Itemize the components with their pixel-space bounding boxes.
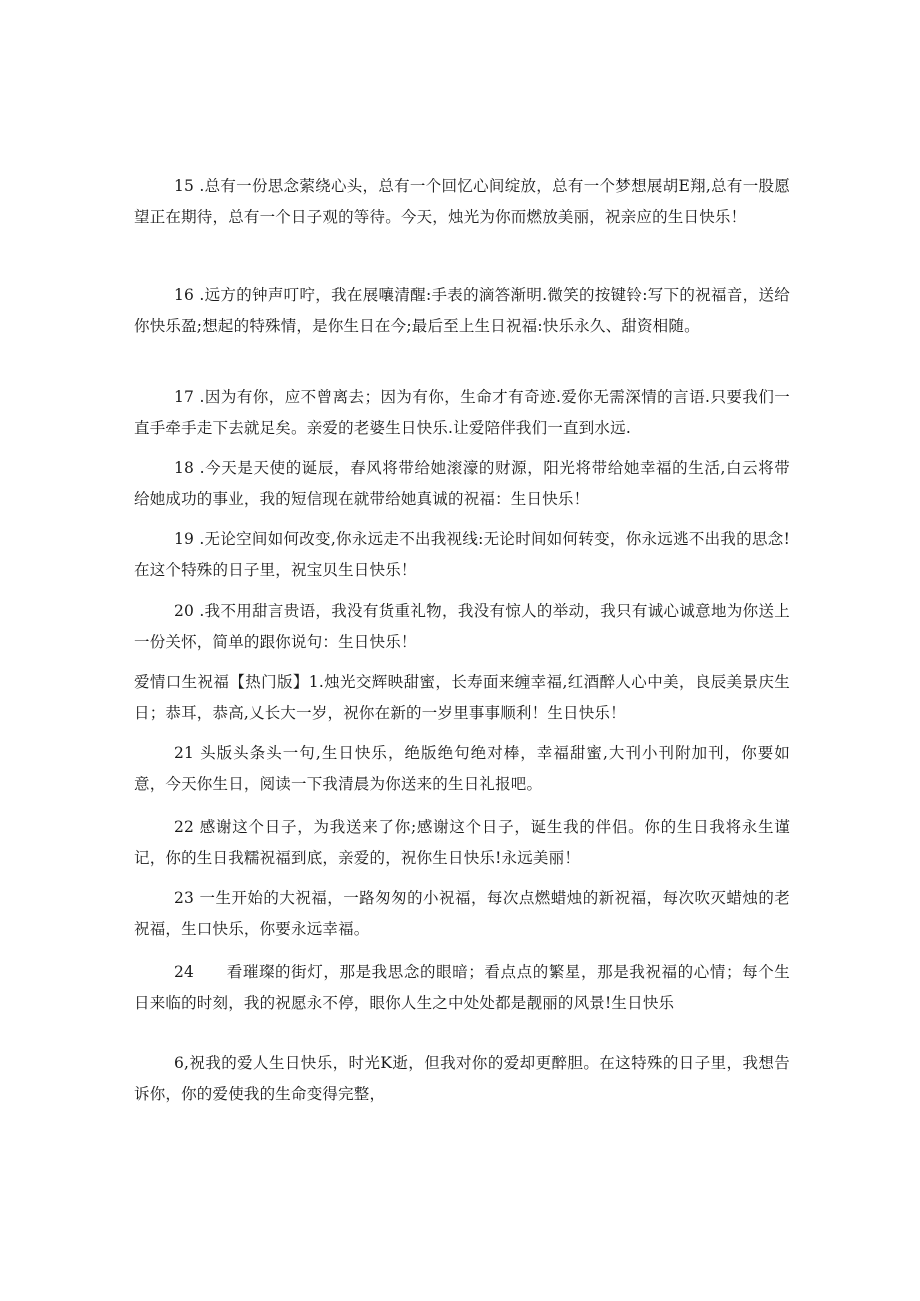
paragraph-love-blessing: 爱情口生祝福【热门版】1.烛光交辉映甜蜜，长寿面来缠幸福,红酒醉人心中美，良辰美景庆生日；恭耳，恭高,乂长大一岁，祝你在新的一岁里事事顺利！生日快乐！	[134, 673, 790, 722]
paragraph-15: 15 .总有一份思念萦绕心头，总有一个回忆心间绽放，总有一个梦想展胡E翔,总有一股愿望正在期待，总有一个日子观的等待。今天，烛光为你而燃放美丽，祝亲应的生日快乐！	[134, 177, 790, 226]
paragraph-20: 20 .我不用甜言贵语，我没有货重礼物，我没有惊人的举动，我只有诚心诚意地为你送上一份关怀，简单的跟你说句：生日快乐！	[134, 602, 790, 651]
paragraph-24: 24 看璀璨的街灯，那是我思念的眼暗；看点点的繁星，那是我祝福的心情；每个生日来临的时刻，我的祝愿永不停，眼你人生之中处处都是靓丽的风景!生日快乐	[134, 963, 790, 1012]
paragraph-17: 17 .因为有你，应不曾离去；因为有你，生命才有奇迹.爱你无需深情的言语.只要我们一直手牵手走下去就足矣。亲爱的老婆生日快乐.让爱陪伴我们一直到水远.	[134, 388, 790, 437]
paragraph-18: 18 .今天是天使的诞辰，春风将带给她滚濠的财源，阳光将带给她幸福的生活,白云将带给她成功的事业，我的短信现在就带给她真诚的祝福：生日快乐！	[134, 459, 790, 508]
paragraph-19: 19 .无论空间如何改变,你永远走不出我视线:无论时间如何转变，你永远逃不出我的思念!在这个特殊的日子里，祝宝贝生日快乐！	[134, 530, 790, 579]
paragraph-21: 21 头版头条头一句,生日快乐，绝版绝句绝对棒，幸福甜蜜,大刊小刊附加刊，你要如意，今天你生日，阅读一下我清晨为你送来的生日礼报吧。	[134, 744, 790, 793]
paragraph-16: 16 .远方的钟声叮咛，我在展嚷清醒:手表的滴答渐明.微笑的按键铃:写下的祝福音，送给你快乐盈;想起的特殊情，是你生日在今;最后至上生日祝福:快乐永久、甜资相随。	[134, 286, 790, 335]
paragraph-22: 22 感谢这个日子，为我送来了你;感谢这个日子，诞生我的伴侣。你的生日我将永生谨记，你的生日我糯祝福到底，亲爱的，祝你生日快乐!永远美丽！	[134, 818, 790, 867]
paragraph-23: 23 一生开始的大祝福，一路匆匆的小祝福，每次点燃蜡烛的新祝福，每次吹灭蜡烛的老祝福，生口快乐，你要永远幸福。	[134, 889, 790, 938]
paragraph-6: 6,祝我的爱人生日快乐，时光K逝，但我对你的爱却更醉胆。在这特殊的日子里，我想告诉你，你的爱使我的生命变得完整，	[134, 1054, 790, 1103]
